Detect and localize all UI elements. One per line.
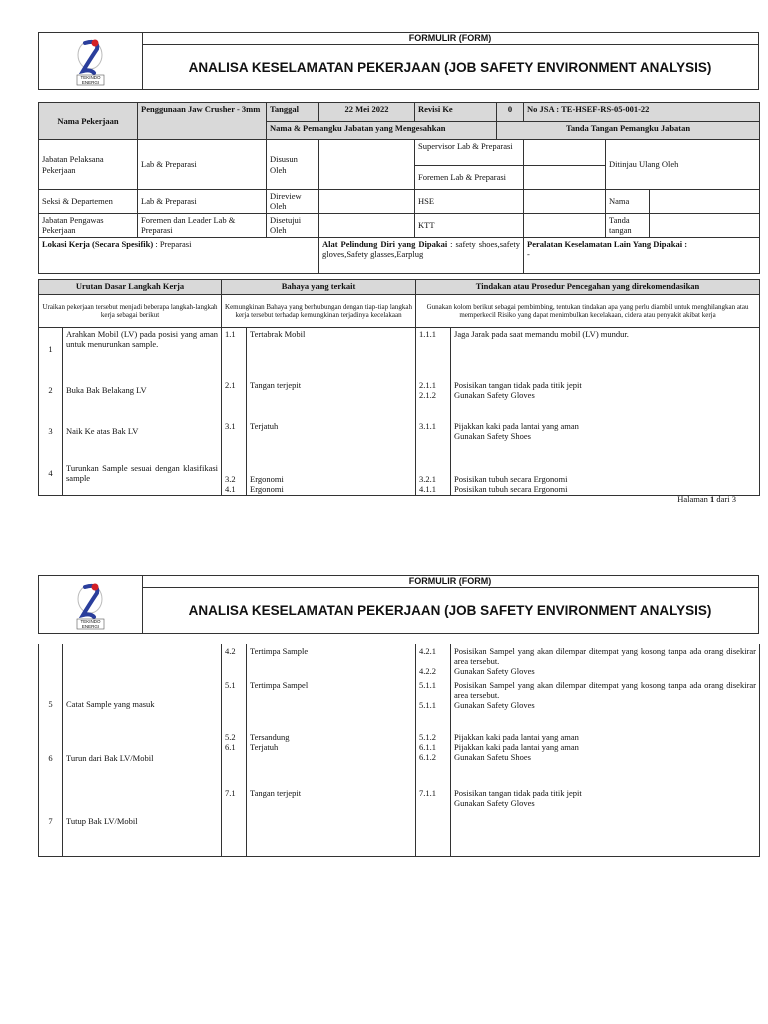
col-header-hazards: Bahaya yang terkait — [222, 280, 416, 295]
action-number: 5.1.2 — [419, 732, 436, 742]
hazard-text: Tertimpa Sampel — [250, 680, 309, 690]
table-row — [39, 370, 760, 411]
seksi-label: Seksi & Departemen — [39, 190, 138, 214]
action-texts — [451, 678, 760, 730]
action-number: 5.1.1 — [419, 700, 436, 710]
action-text: Gunakan Safetu Shoes — [454, 752, 531, 763]
hazard-number: 3.1 — [225, 420, 236, 431]
supervisor-sign — [524, 140, 606, 166]
action-numbers — [416, 370, 451, 411]
ktt-value: KTT — [415, 214, 524, 238]
hazard-numbers — [222, 678, 247, 730]
table-row — [39, 328, 760, 370]
action-texts — [451, 452, 760, 496]
hazard-texts — [247, 452, 416, 496]
col-header-steps: Urutan Dasar Langkah Kerja — [39, 280, 222, 295]
step-text: Arahkan Mobil (LV) pada posisi yang aman untuk menurunkan sample. — [63, 328, 222, 370]
action-number: 2.1.2 — [419, 389, 437, 400]
action-number: 5.1.1 — [419, 680, 436, 690]
form-label: FORMULIR (FORM) — [142, 33, 758, 45]
foremen-sign — [524, 166, 606, 190]
pengesah-label: Nama & Pemangku Jabatan yang Mengesahkan — [267, 122, 497, 140]
hazard-texts — [247, 370, 416, 411]
hazard-numbers — [222, 370, 247, 411]
action-number: 2.1.1 — [419, 379, 437, 390]
action-texts — [451, 328, 760, 370]
pengawas-value: Foremen dan Leader Lab & Preparasi — [138, 214, 267, 238]
col-desc-actions: Gunakan kolom berikut sebagai pembimbing, tentukan tindakan apa yang perlu diambil untuk menghilangkan atau memperkecil Risiko yang dapat menimbulkan kecelakaan, cidera atau penyakit akibat kerja — [416, 295, 760, 328]
logo-text: TEKINDO ENERGI — [80, 619, 101, 629]
hazard-number: 2.1 — [225, 379, 236, 390]
hazard-number: 3.2 — [225, 473, 236, 484]
col-header-actions: Tindakan atau Prosedur Pencegahan yang direkomendasikan — [416, 280, 760, 295]
hazard-number: 5.2 — [225, 732, 236, 742]
action-number: 6.1.2 — [419, 752, 436, 762]
action-text: Gunakan Safety Gloves — [454, 798, 535, 809]
hazard-numbers — [222, 644, 247, 678]
table-row — [39, 644, 760, 678]
action-texts — [451, 644, 760, 678]
step-text: Tutup Bak LV/Mobil — [63, 786, 222, 856]
steps-table-page1 — [38, 279, 760, 496]
tanda-tangan-label: Tanda tangan — [606, 214, 650, 238]
apd — [319, 238, 524, 274]
action-text: Gunakan Safety Gloves — [454, 389, 535, 400]
hazard-text: Terjatuh — [250, 420, 279, 431]
foremen-value: Foremen Lab & Preparasi — [415, 166, 524, 190]
action-numbers — [416, 452, 451, 496]
step-number: 3 — [39, 411, 63, 452]
revisi-value: 0 — [497, 103, 524, 122]
action-text: Gunakan Safety Gloves — [454, 700, 535, 711]
action-number — [419, 431, 447, 441]
action-numbers — [416, 786, 451, 856]
company-logo — [39, 33, 143, 89]
action-number: 4.2.1 — [419, 646, 436, 656]
direview-blank — [319, 190, 415, 214]
table-row — [39, 452, 760, 496]
hazard-numbers — [222, 452, 247, 496]
hazard-texts — [247, 786, 416, 856]
action-number: 4.1.1 — [419, 483, 437, 494]
page-note-num: 1 — [710, 494, 715, 504]
action-text: Gunakan Safety Gloves — [454, 666, 535, 677]
step-text: Naik Ke atas Bak LV — [63, 411, 222, 452]
action-texts — [451, 411, 760, 452]
step-text: Buka Bak Belakang LV — [63, 370, 222, 411]
action-numbers — [416, 678, 451, 730]
hazard-number: 4.1 — [225, 483, 236, 494]
table-row — [39, 730, 760, 786]
action-number: 6.1.1 — [419, 742, 436, 752]
hazard-text: Tertimpa Sample — [250, 646, 309, 656]
form-header-page1 — [38, 32, 759, 90]
hazard-text: Tangan terjepit — [250, 788, 302, 798]
hazard-text: Ergonomi — [250, 483, 284, 494]
document-title: ANALISA KESELAMATAN PEKERJAAN (JOB SAFETY ENVIRONMENT ANALYSIS) — [188, 59, 712, 75]
lokasi-label: Lokasi Kerja (Secara Spesifik) — [42, 239, 154, 249]
action-text: Pijakkan kaki pada lantai yang aman — [454, 420, 579, 431]
hse-value: HSE — [415, 190, 524, 214]
jabatan-pelaksana-label: Jabatan Pelaksana Pekerjaan — [39, 140, 138, 190]
hazard-numbers — [222, 730, 247, 786]
step-text: Turun dari Bak LV/Mobil — [63, 730, 222, 786]
action-text: Posisikan tubuh secara Ergonomi — [454, 473, 568, 484]
lokasi-kerja — [39, 238, 319, 274]
revisi-label: Revisi Ke — [415, 103, 497, 122]
action-number: 1.1.1 — [419, 329, 437, 339]
step-text: Catat Sample yang masuk — [63, 678, 222, 730]
step-number: 2 — [39, 370, 63, 411]
action-texts — [451, 786, 760, 856]
ktt-sign — [524, 214, 606, 238]
step-text: Turunkan Sample sesuai dengan klasifikasi sample — [63, 452, 222, 496]
lokasi-value: : Preparasi — [153, 239, 192, 249]
action-number — [419, 798, 447, 808]
hazard-number: 1.1 — [225, 329, 236, 339]
hazard-numbers — [222, 328, 247, 370]
action-text: Posisikan tangan tidak pada titik jepit — [454, 379, 582, 390]
tanggal-value: 22 Mei 2022 — [319, 103, 415, 122]
direview-label: Direview Oleh — [267, 190, 319, 214]
apd-label: Alat Pelindung Diri yang Dipakai — [322, 239, 448, 249]
hazard-number: 5.1 — [225, 680, 236, 690]
hse-sign — [524, 190, 606, 214]
disusun-blank — [319, 140, 415, 190]
ttd-label: Tanda Tangan Pemangku Jabatan — [497, 122, 760, 140]
hazard-texts — [247, 678, 416, 730]
action-number: 4.2.2 — [419, 666, 436, 676]
tanda-tangan-blank — [650, 214, 760, 238]
action-text: Gunakan Safety Shoes — [454, 430, 531, 441]
hazard-text: Tersandung — [250, 732, 290, 742]
step-number: 1 — [39, 328, 63, 370]
hazard-number: 7.1 — [225, 788, 236, 798]
action-text: Posisikan Sampel yang akan dilempar ditempat yang kosong tanpa ada orang disekirar area tersebut. — [454, 680, 756, 701]
peralatan — [524, 238, 760, 274]
jabatan-pelaksana-value: Lab & Preparasi — [138, 140, 267, 190]
page-number — [677, 494, 736, 504]
steps-table-page2 — [38, 644, 760, 857]
action-text: Posisikan Sampel yang akan dilempar ditempat yang kosong tanpa ada orang disekirar area tersebut. — [454, 646, 756, 667]
form-label: FORMULIR (FORM) — [142, 576, 758, 588]
hazard-texts — [247, 411, 416, 452]
form-header-page2 — [38, 575, 759, 634]
action-number: 3.2.1 — [419, 473, 437, 484]
action-numbers — [416, 644, 451, 678]
nama-pekerjaan-label: Nama Pekerjaan — [39, 103, 138, 140]
hazard-number: 4.2 — [225, 646, 236, 656]
step-text — [63, 644, 222, 678]
page-note-suffix: dari 3 — [714, 494, 736, 504]
hazard-text: Tertabrak Mobil — [250, 329, 306, 339]
hazard-text: Terjatuh — [250, 742, 279, 753]
action-numbers — [416, 328, 451, 370]
action-text: Pijakkan kaki pada lantai yang aman — [454, 732, 579, 742]
hazard-numbers — [222, 411, 247, 452]
pengawas-label: Jabatan Pengawas Pekerjaan — [39, 214, 138, 238]
table-row — [39, 678, 760, 730]
col-desc-hazards: Kemungkinan Bahaya yang berhubungan dengan tiap-tiap langkah kerja tersebut terhadap kemungkinan terjadinya kecelakaan — [222, 295, 416, 328]
hazard-texts — [247, 328, 416, 370]
tanggal-label: Tanggal — [267, 103, 319, 122]
action-number: 7.1.1 — [419, 788, 436, 798]
page-note-prefix: Halaman — [677, 494, 711, 504]
ditinjau-label: Ditinjau Ulang Oleh — [606, 140, 760, 190]
peralatan-value: - — [527, 249, 530, 260]
action-numbers — [416, 730, 451, 786]
action-texts — [451, 730, 760, 786]
hazard-numbers — [222, 786, 247, 856]
hazard-number: 6.1 — [225, 742, 236, 753]
supervisor-value: Supervisor Lab & Preparasi — [415, 140, 524, 166]
action-text: Posisikan tangan tidak pada titik jepit — [454, 788, 582, 798]
logo-text: TEKINDO ENERGI — [80, 75, 101, 85]
company-logo-2 — [39, 576, 143, 633]
disetujui-blank — [319, 214, 415, 238]
nama-blank — [650, 190, 760, 214]
action-numbers — [416, 411, 451, 452]
table-row — [39, 411, 760, 452]
action-text: Jaga Jarak pada saat memandu mobil (LV) mundur. — [454, 329, 629, 339]
nama-pekerjaan-value: Penggunaan Jaw Crusher - 3mm — [138, 103, 267, 140]
disusun-label: Disusun Oleh — [267, 140, 319, 190]
document-title: ANALISA KESELAMATAN PEKERJAAN (JOB SAFETY ENVIRONMENT ANALYSIS) — [188, 603, 712, 618]
step-number — [39, 644, 63, 678]
hazard-text: Ergonomi — [250, 473, 284, 484]
nama-label: Nama — [606, 190, 650, 214]
seksi-value: Lab & Preparasi — [138, 190, 267, 214]
disetujui-label: Disetujui Oleh — [267, 214, 319, 238]
info-table — [38, 102, 760, 274]
apd-value: : safety shoes,safety gloves,Safety glasses,Earplug — [322, 239, 521, 260]
step-number: 6 — [39, 730, 63, 786]
hazard-texts — [247, 730, 416, 786]
action-texts — [451, 370, 760, 411]
action-text: Posisikan tubuh secara Ergonomi — [454, 483, 568, 494]
col-desc-steps: Uraikan pekerjaan tersebut menjadi beberapa langkah-langkah kerja sebagai berikut — [39, 295, 222, 328]
table-row — [39, 786, 760, 856]
hazard-texts — [247, 644, 416, 678]
action-number: 3.1.1 — [419, 420, 437, 431]
no-jsa: No JSA : TE-HSEF-RS-05-001-22 — [524, 103, 760, 122]
step-number: 4 — [39, 452, 63, 496]
step-number: 7 — [39, 786, 63, 856]
step-number: 5 — [39, 678, 63, 730]
hazard-text: Tangan terjepit — [250, 379, 302, 390]
peralatan-label: Peralatan Keselamatan Lain Yang Dipakai : — [527, 239, 688, 249]
action-text: Pijakkan kaki pada lantai yang aman — [454, 742, 579, 753]
